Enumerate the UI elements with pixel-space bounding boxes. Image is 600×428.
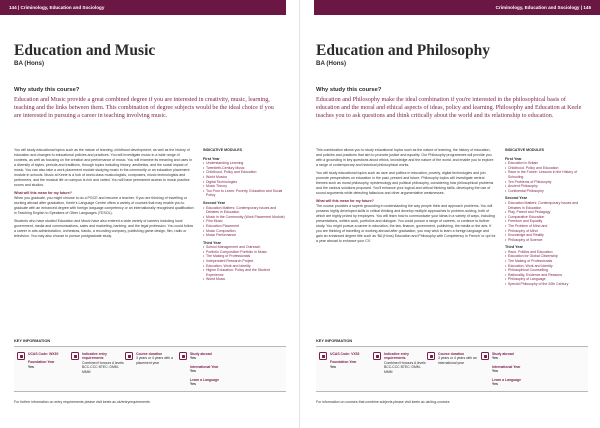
module-list	[505, 201, 587, 242]
year-title: Second Year	[203, 200, 226, 205]
module-item: • Education in Britain	[505, 161, 587, 166]
left-keyinfo-entry	[71, 352, 126, 374]
module-item: • Philosophy of Language	[505, 277, 587, 282]
left-paragraph: You will study educational topics such as the nature of learning, childhood development, as well as the history of education and changes to educational policies and practices. You will investigate music in a wide range of contexts, as well as focusing on the creation and performance of music. You will examine its meaning and uses in a diversity of styles, periods and traditions, through topics including history, aesthetics, and the social impact of music. You can also take a work placement module studying music in the community or an education placement module in schools. Music at Keele is a hub of world-class musicologists, composers, music technologists and performers, and the musical life on campus is rich and varied. You will have permanent access to music practice rooms and studios.	[14, 148, 192, 187]
right-course-title: Education and Philosophy	[316, 42, 491, 59]
keyinfo-label: UCAS Code: WX30	[28, 352, 59, 356]
keyinfo-sub-label: International Year	[190, 364, 219, 369]
module-item: • The Problem of Mind and	[505, 224, 587, 229]
right-modules-sidebar	[505, 148, 587, 287]
right-page	[300, 0, 600, 428]
right-paragraph: This combination allows you to study educational topics such as the nature of learning, the history of education, and policies and practices that aim to promote justice and equality. Our Philosophy programmes will provide you with a grounding in key questions about ethics, knowledge and the nature of the world, and enable you to explore a range of contemporary and historical philosophical works.	[316, 148, 494, 167]
left-award: BA (Hons)	[14, 60, 45, 67]
module-item: • Music in the Community (Work Placement Module)	[203, 215, 285, 220]
module-item: • Understanding Learning	[203, 161, 285, 166]
keyinfo-sub-value: Yes	[28, 364, 34, 369]
globe-icon	[481, 352, 489, 360]
right-award: BA (Hons)	[316, 60, 347, 67]
module-item: • Philosophy of Science	[505, 238, 587, 243]
module-item: • Too Poor to Learn: Poverty, Education and Social Policy	[203, 189, 285, 198]
keyinfo-sub-label: International Year	[492, 364, 521, 369]
left-keyinfo-heading: KEY INFORMATION	[14, 338, 51, 343]
module-item: • World Musics	[203, 175, 285, 180]
module-item: • Ten Problems of Philosophy	[505, 180, 587, 185]
left-keyinfo-box	[14, 346, 286, 392]
keyinfo-sub-label: Foundation Year	[330, 360, 357, 365]
module-item: • Special Philosophy of the 20th Century	[505, 282, 587, 287]
module-item: • World Music	[203, 277, 285, 282]
keyinfo-value: Combined Honours A levels BCC-CCC BTEC: DMM-MMM	[384, 360, 426, 374]
module-item: • Music Composition	[203, 229, 285, 234]
keyinfo-sub-value: Yes	[492, 369, 498, 374]
calendar-icon	[125, 352, 133, 360]
module-item: • Rationality, Evidence and Reasons	[505, 273, 587, 278]
module-list	[505, 250, 587, 287]
keyinfo-label: Indicative entry requirements	[82, 352, 107, 361]
keyinfo-sub-value: Yes	[330, 364, 336, 369]
module-item: • Play, Parent and Pedagogy	[505, 210, 587, 215]
left-course-title: Education and Music	[14, 42, 156, 59]
right-keyinfo-abroad	[481, 352, 536, 386]
globe-icon	[179, 352, 187, 360]
keyinfo-label: Indicative entry requirements	[384, 352, 409, 361]
left-main-column	[14, 148, 194, 242]
right-paragraph: You will study educational topics such as race and politics in education, poverty, digital technologies and join promote perspectives on education in the past, present and future. Philosophy topics will investigate central themes such as moral philosophy, epistemology and political philosophy, considering how philosophical problems and the various solutions proposed. You'll enhance your logical and critical thinking skills, developing the use of sound arguments while detecting fallacious and other argumentative weaknesses.	[316, 171, 494, 195]
right-why-text: Education and Philosophy make the ideal combination if you're interested in the philosophical basis of education and the moral and ethical aspects of ideas, policy and learning. Philosophy and Education at Keele teaches you to ask questions and think critically about the world and its relationship to education.	[316, 97, 582, 119]
right-footnote: For information on courses that combine subjects please visit keele.ac.uk/dcg-courses	[316, 400, 450, 404]
right-modules-list	[505, 157, 587, 287]
module-item: • Music Performance	[203, 233, 285, 238]
module-item: • Higher Education: Policy and the Student Experience	[203, 268, 285, 277]
right-keyinfo-ucas	[319, 352, 374, 369]
module-item: • Education, Work and Identity	[505, 264, 587, 269]
module-item: • Education, Work and Identity	[203, 264, 285, 269]
module-item: • Race, Politics and Education	[505, 250, 587, 255]
keyinfo-value: Combined Honours A levels BCC-CCC BTEC: DMM-MMM	[82, 360, 124, 374]
module-item: • Film Music	[203, 219, 285, 224]
module-item: • Philosophical Counselling	[505, 268, 587, 273]
keyinfo-extra-value: Yes	[492, 382, 498, 387]
module-item: • Knowledge and Reality	[505, 233, 587, 238]
year-title: Third Year	[203, 240, 221, 245]
right-keyinfo-heading: KEY INFORMATION	[316, 338, 353, 343]
right-keyinfo-entry	[373, 352, 428, 374]
right-keyinfo-box	[316, 346, 588, 392]
keyinfo-label: Study abroad	[492, 352, 514, 356]
module-list	[203, 161, 285, 198]
keyinfo-value: 3 years or 4 years with an international year	[438, 356, 477, 365]
keyinfo-label: Course duration	[438, 352, 465, 356]
keyinfo-value: Yes	[190, 356, 196, 361]
module-item: • Portfolio Composition Portfolio in Music	[203, 250, 285, 255]
keyinfo-label: UCAS Code: VX53	[330, 352, 360, 356]
module-item: • Twentieth-Century Music	[203, 166, 285, 171]
right-keyinfo-duration	[427, 352, 482, 365]
keyinfo-label: Course duration	[136, 352, 163, 356]
left-running-head: 144 | Criminology, Education and Sociology	[0, 0, 286, 15]
module-item: • Comparative Education	[505, 215, 587, 220]
module-item: • Childhood, Policy and Education	[203, 170, 285, 175]
ucas-icon	[17, 352, 25, 360]
year-title: First Year	[505, 156, 522, 161]
left-keyinfo-duration	[125, 352, 180, 365]
module-item: • Continental Philosophy	[505, 189, 587, 194]
calendar-icon	[427, 352, 435, 360]
module-item: • Race in the Future: Lessons in the History of Schooling	[505, 170, 587, 179]
module-item: • Education for Global Citizenship	[505, 254, 587, 259]
ucas-icon	[319, 352, 327, 360]
keyinfo-extra-label: Learn a Language	[492, 377, 522, 382]
requirements-icon	[71, 352, 79, 360]
left-keyinfo-abroad	[179, 352, 234, 386]
module-item: • Ancient Philosophy	[505, 184, 587, 189]
module-item: • Education Placement	[203, 224, 285, 229]
right-modules-title: INDICATIVE MODULES	[505, 148, 545, 152]
module-item: • Education Matters: Contemporary Issues and Debates in Education	[203, 206, 285, 215]
right-main-column	[316, 148, 496, 247]
module-list	[203, 206, 285, 238]
keyinfo-value: 3 years or 4 years with a placement year	[136, 356, 173, 365]
keyinfo-extra-value: Yes	[190, 382, 196, 387]
module-item: • Childhood, Policy and Education	[505, 166, 587, 171]
left-keyinfo-ucas	[17, 352, 72, 369]
year-title: Third Year	[505, 245, 523, 250]
module-item: • School Management and Outreach	[203, 245, 285, 250]
left-why-heading: Why study this course?	[14, 87, 80, 93]
module-item: • The Making of Professionals	[505, 259, 587, 264]
module-item: • Freedom and Equality	[505, 219, 587, 224]
left-career-heading: What will this mean for my future?	[14, 191, 72, 195]
left-footnote: For further information on entry requirements please visit keele.ac.uk/entryrequirements	[14, 400, 150, 404]
module-list	[203, 245, 285, 282]
module-item: • Independent Research Project	[203, 259, 285, 264]
year-title: First Year	[203, 156, 220, 161]
keyinfo-label: Study abroad	[190, 352, 212, 356]
left-why-text: Education and Music provide a great combined degree if you are interested in creativity, music, learning, teaching and the links between them. This combination of degree subjects would be the ideal choice if you are interested in pursuing a career in teaching involving music.	[14, 97, 274, 119]
left-career-paragraph: Students who have studied Education and Music have also entered a wide variety of careers including local government, media and communications, sales and marketing, banking, and the legal profession. You could follow a career in arts administration, orchestras, bands, a recording company, publishing game design, film, radio or television. You may also choose to pursue postgraduate study.	[14, 219, 194, 238]
right-running-head: Criminology, Education and Sociology | 145	[314, 0, 600, 15]
keyinfo-sub-value: Yes	[190, 369, 196, 374]
left-modules-list	[203, 157, 285, 282]
module-item: • Education Matters: Contemporary Issues and Debates in Education	[505, 201, 587, 210]
module-item: • Music Theory	[203, 184, 285, 189]
keyinfo-value: Yes	[492, 356, 498, 361]
module-item: • The Making of Professionals	[203, 254, 285, 259]
left-career-paragraph: When you graduate, you might choose to do a PGCE and become a teacher. If you are thinking of travelling or working abroad after graduation, Keele's Language Centre offers a variety of courses that may enable you to graduate with an enhanced degree with foreign language competency or an internationally recognised qualification in Teaching English to Speakers of Other Languages (TESOL).	[14, 196, 194, 215]
module-item: • Philosophy of Mind	[505, 229, 587, 234]
left-modules-title: INDICATIVE MODULES	[203, 148, 243, 152]
right-why-heading: Why study this course?	[316, 87, 382, 93]
right-career-paragraph: The course provides a superb grounding in understanding the way people think and approach problems. You will possess highly developed skills in critical thinking and develop multiple approaches to problem-solving, both of which are highly prized by employers. You will learn how to communicate your ideas in a variety of ways, including presentations, written work, portfolios and dialogue. You could pursue a range of careers, or continue to further study. You might pursue a career in education, the law, finance, government, publishing, the media or the arts. If you are thinking of travelling or working abroad after graduation, you may wish to learn a foreign language and gain an enhanced degree title such as 'BA (Hons) Education and Philosophy with Competency in French' or opt for a year abroad to enhance your CV.	[316, 204, 496, 243]
module-item: • Digital Technologies	[203, 180, 285, 185]
keyinfo-extra-label: Learn a Language	[190, 377, 220, 382]
keyinfo-sub-label: Foundation Year	[28, 360, 55, 365]
module-list	[505, 161, 587, 193]
requirements-icon	[373, 352, 381, 360]
left-modules-sidebar	[203, 148, 285, 282]
right-career-heading: What will this mean for my future?	[316, 199, 374, 203]
year-title: Second Year	[505, 196, 528, 201]
